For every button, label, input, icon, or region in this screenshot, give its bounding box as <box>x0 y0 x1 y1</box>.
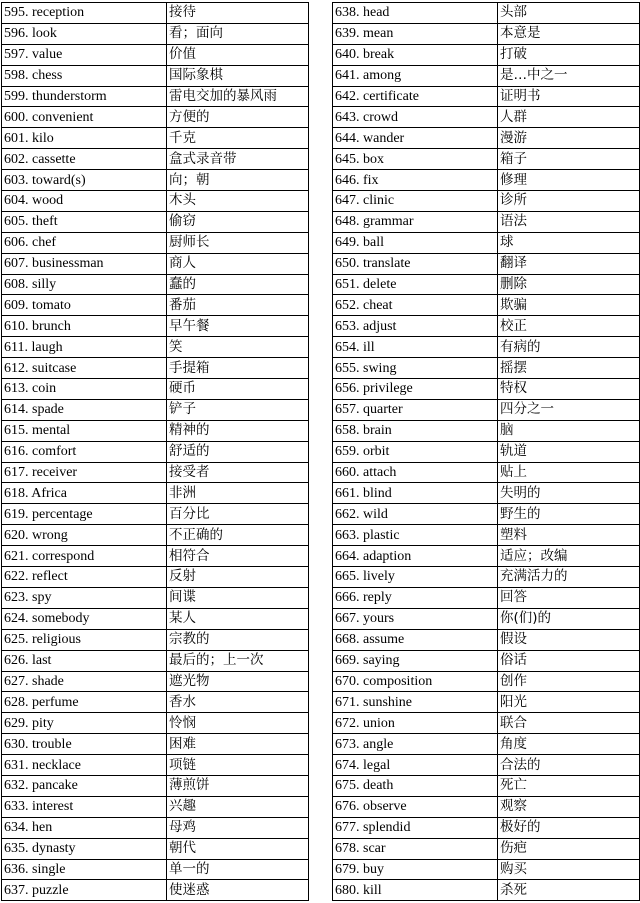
vocab-row <box>2 420 309 441</box>
english-term: 659. orbit <box>333 441 498 462</box>
english-term: 612. suitcase <box>2 358 167 379</box>
vocab-row <box>333 755 640 776</box>
chinese-meaning: 笑 <box>167 337 309 358</box>
chinese-meaning: 看；面向 <box>167 23 309 44</box>
chinese-meaning: 香水 <box>167 692 309 713</box>
vocab-row <box>333 441 640 462</box>
english-term: 595. reception <box>2 3 167 24</box>
english-term: 600. convenient <box>2 107 167 128</box>
english-term: 633. interest <box>2 796 167 817</box>
vocab-row <box>2 191 309 212</box>
english-term: 646. fix <box>333 170 498 191</box>
english-term: 665. lively <box>333 567 498 588</box>
english-term: 666. reply <box>333 587 498 608</box>
english-term: 679. buy <box>333 859 498 880</box>
chinese-meaning: 充满活力的 <box>498 567 640 588</box>
chinese-meaning: 贴上 <box>498 462 640 483</box>
vocab-table-left-body <box>2 3 309 901</box>
chinese-meaning: 偷窃 <box>167 211 309 232</box>
vocab-row <box>333 379 640 400</box>
english-term: 610. brunch <box>2 316 167 337</box>
vocab-row <box>333 316 640 337</box>
english-term: 598. chess <box>2 65 167 86</box>
english-term: 643. crowd <box>333 107 498 128</box>
vocab-row <box>333 880 640 901</box>
vocab-row <box>333 629 640 650</box>
vocab-row <box>2 525 309 546</box>
vocab-row <box>2 629 309 650</box>
chinese-meaning: 兴趣 <box>167 796 309 817</box>
english-term: 637. puzzle <box>2 880 167 901</box>
english-term: 621. correspond <box>2 546 167 567</box>
vocab-row <box>333 671 640 692</box>
english-term: 649. ball <box>333 232 498 253</box>
vocab-row <box>2 295 309 316</box>
chinese-meaning: 杀死 <box>498 880 640 901</box>
vocab-row <box>2 796 309 817</box>
vocab-row <box>333 838 640 859</box>
english-term: 673. angle <box>333 734 498 755</box>
vocab-row <box>2 170 309 191</box>
chinese-meaning: 四分之一 <box>498 399 640 420</box>
chinese-meaning: 是…中之一 <box>498 65 640 86</box>
chinese-meaning: 人群 <box>498 107 640 128</box>
vocab-row <box>2 358 309 379</box>
vocab-row <box>2 128 309 149</box>
english-term: 667. yours <box>333 608 498 629</box>
vocab-row <box>2 608 309 629</box>
english-term: 607. businessman <box>2 253 167 274</box>
english-term: 670. composition <box>333 671 498 692</box>
english-term: 642. certificate <box>333 86 498 107</box>
chinese-meaning: 蠢的 <box>167 274 309 295</box>
english-term: 609. tomato <box>2 295 167 316</box>
english-term: 634. hen <box>2 817 167 838</box>
english-term: 618. Africa <box>2 483 167 504</box>
vocab-row <box>333 358 640 379</box>
vocab-row <box>2 880 309 901</box>
english-term: 640. break <box>333 44 498 65</box>
chinese-meaning: 非洲 <box>167 483 309 504</box>
chinese-meaning: 商人 <box>167 253 309 274</box>
chinese-meaning: 阳光 <box>498 692 640 713</box>
chinese-meaning: 薄煎饼 <box>167 775 309 796</box>
vocab-row <box>2 817 309 838</box>
chinese-meaning: 合法的 <box>498 755 640 776</box>
vocab-row <box>2 441 309 462</box>
english-term: 596. look <box>2 23 167 44</box>
english-term: 675. death <box>333 775 498 796</box>
chinese-meaning: 购买 <box>498 859 640 880</box>
chinese-meaning: 摇摆 <box>498 358 640 379</box>
english-term: 644. wander <box>333 128 498 149</box>
chinese-meaning: 修理 <box>498 170 640 191</box>
chinese-meaning: 接受者 <box>167 462 309 483</box>
chinese-meaning: 球 <box>498 232 640 253</box>
chinese-meaning: 极好的 <box>498 817 640 838</box>
english-term: 671. sunshine <box>333 692 498 713</box>
chinese-meaning: 打破 <box>498 44 640 65</box>
english-term: 635. dynasty <box>2 838 167 859</box>
english-term: 650. translate <box>333 253 498 274</box>
chinese-meaning: 脑 <box>498 420 640 441</box>
vocab-row <box>333 23 640 44</box>
english-term: 648. grammar <box>333 211 498 232</box>
chinese-meaning: 使迷惑 <box>167 880 309 901</box>
chinese-meaning: 厨师长 <box>167 232 309 253</box>
english-term: 625. religious <box>2 629 167 650</box>
chinese-meaning: 适应；改编 <box>498 546 640 567</box>
chinese-meaning: 接待 <box>167 3 309 24</box>
vocab-row <box>2 713 309 734</box>
vocab-row <box>2 692 309 713</box>
english-term: 627. shade <box>2 671 167 692</box>
chinese-meaning: 有病的 <box>498 337 640 358</box>
chinese-meaning: 困难 <box>167 734 309 755</box>
english-term: 662. wild <box>333 504 498 525</box>
vocab-row <box>333 399 640 420</box>
chinese-meaning: 方便的 <box>167 107 309 128</box>
chinese-meaning: 国际象棋 <box>167 65 309 86</box>
chinese-meaning: 创作 <box>498 671 640 692</box>
vocab-row <box>2 107 309 128</box>
english-term: 636. single <box>2 859 167 880</box>
chinese-meaning: 百分比 <box>167 504 309 525</box>
english-term: 601. kilo <box>2 128 167 149</box>
english-term: 655. swing <box>333 358 498 379</box>
chinese-meaning: 特权 <box>498 379 640 400</box>
vocab-row <box>2 274 309 295</box>
english-term: 669. saying <box>333 650 498 671</box>
chinese-meaning: 删除 <box>498 274 640 295</box>
english-term: 622. reflect <box>2 567 167 588</box>
chinese-meaning: 遮光物 <box>167 671 309 692</box>
english-term: 663. plastic <box>333 525 498 546</box>
vocab-row <box>2 755 309 776</box>
english-term: 626. last <box>2 650 167 671</box>
vocab-row <box>2 3 309 24</box>
chinese-meaning: 宗教的 <box>167 629 309 650</box>
english-term: 608. silly <box>2 274 167 295</box>
chinese-meaning: 木头 <box>167 191 309 212</box>
chinese-meaning: 千克 <box>167 128 309 149</box>
vocab-row <box>2 734 309 755</box>
english-term: 674. legal <box>333 755 498 776</box>
english-term: 652. cheat <box>333 295 498 316</box>
english-term: 611. laugh <box>2 337 167 358</box>
vocab-table-right <box>332 2 640 901</box>
english-term: 672. union <box>333 713 498 734</box>
vocab-row <box>333 608 640 629</box>
vocab-row <box>333 170 640 191</box>
chinese-meaning: 语法 <box>498 211 640 232</box>
english-term: 615. mental <box>2 420 167 441</box>
vocab-row <box>2 316 309 337</box>
chinese-meaning: 手提箱 <box>167 358 309 379</box>
vocab-row <box>333 817 640 838</box>
chinese-meaning: 死亡 <box>498 775 640 796</box>
vocab-table-right-body <box>333 3 640 901</box>
english-term: 603. toward(s) <box>2 170 167 191</box>
vocab-row <box>333 253 640 274</box>
english-term: 632. pancake <box>2 775 167 796</box>
english-term: 661. blind <box>333 483 498 504</box>
english-term: 605. theft <box>2 211 167 232</box>
english-term: 628. perfume <box>2 692 167 713</box>
chinese-meaning: 向；朝 <box>167 170 309 191</box>
chinese-meaning: 母鸡 <box>167 817 309 838</box>
chinese-meaning: 某人 <box>167 608 309 629</box>
chinese-meaning: 精神的 <box>167 420 309 441</box>
english-term: 651. delete <box>333 274 498 295</box>
english-term: 619. percentage <box>2 504 167 525</box>
english-term: 630. trouble <box>2 734 167 755</box>
vocab-row <box>2 253 309 274</box>
chinese-meaning: 硬币 <box>167 379 309 400</box>
english-term: 656. privilege <box>333 379 498 400</box>
english-term: 658. brain <box>333 420 498 441</box>
chinese-meaning: 相符合 <box>167 546 309 567</box>
vocab-row <box>333 734 640 755</box>
vocab-row <box>333 295 640 316</box>
vocab-row <box>333 692 640 713</box>
chinese-meaning: 项链 <box>167 755 309 776</box>
english-term: 653. adjust <box>333 316 498 337</box>
vocab-row <box>2 462 309 483</box>
vocab-row <box>333 420 640 441</box>
chinese-meaning: 最后的；上一次 <box>167 650 309 671</box>
chinese-meaning: 朝代 <box>167 838 309 859</box>
chinese-meaning: 伤疤 <box>498 838 640 859</box>
vocab-row <box>333 775 640 796</box>
vocab-row <box>2 567 309 588</box>
chinese-meaning: 漫游 <box>498 128 640 149</box>
vocab-row <box>333 859 640 880</box>
english-term: 660. attach <box>333 462 498 483</box>
chinese-meaning: 你(们)的 <box>498 608 640 629</box>
chinese-meaning: 不正确的 <box>167 525 309 546</box>
vocab-row <box>333 462 640 483</box>
english-term: 623. spy <box>2 587 167 608</box>
chinese-meaning: 雷电交加的暴风雨 <box>167 86 309 107</box>
vocab-row <box>2 859 309 880</box>
english-term: 620. wrong <box>2 525 167 546</box>
chinese-meaning: 价值 <box>167 44 309 65</box>
chinese-meaning: 野生的 <box>498 504 640 525</box>
chinese-meaning: 塑料 <box>498 525 640 546</box>
vocab-row <box>2 504 309 525</box>
chinese-meaning: 早午餐 <box>167 316 309 337</box>
chinese-meaning: 盒式录音带 <box>167 149 309 170</box>
vocab-row <box>333 337 640 358</box>
chinese-meaning: 欺骗 <box>498 295 640 316</box>
english-term: 606. chef <box>2 232 167 253</box>
chinese-meaning: 诊所 <box>498 191 640 212</box>
vocab-row <box>333 274 640 295</box>
english-term: 680. kill <box>333 880 498 901</box>
vocab-row <box>333 65 640 86</box>
vocab-row <box>333 3 640 24</box>
english-term: 614. spade <box>2 399 167 420</box>
chinese-meaning: 本意是 <box>498 23 640 44</box>
english-term: 664. adaption <box>333 546 498 567</box>
vocab-row <box>2 86 309 107</box>
english-term: 657. quarter <box>333 399 498 420</box>
english-term: 616. comfort <box>2 441 167 462</box>
vocab-row <box>333 567 640 588</box>
vocab-row <box>2 838 309 859</box>
vocab-row <box>2 546 309 567</box>
vocab-row <box>2 149 309 170</box>
english-term: 641. among <box>333 65 498 86</box>
chinese-meaning: 观察 <box>498 796 640 817</box>
english-term: 668. assume <box>333 629 498 650</box>
english-term: 624. somebody <box>2 608 167 629</box>
vocab-row <box>333 525 640 546</box>
chinese-meaning: 怜悯 <box>167 713 309 734</box>
chinese-meaning: 舒适的 <box>167 441 309 462</box>
vocab-table-left <box>1 2 309 901</box>
vocab-row <box>2 587 309 608</box>
chinese-meaning: 反射 <box>167 567 309 588</box>
vocab-row <box>333 650 640 671</box>
chinese-meaning: 翻译 <box>498 253 640 274</box>
chinese-meaning: 番茄 <box>167 295 309 316</box>
vocab-row <box>333 191 640 212</box>
vocab-row <box>333 483 640 504</box>
vocab-row <box>2 23 309 44</box>
chinese-meaning: 俗话 <box>498 650 640 671</box>
english-term: 647. clinic <box>333 191 498 212</box>
english-term: 629. pity <box>2 713 167 734</box>
vocab-row <box>333 211 640 232</box>
vocab-row <box>333 86 640 107</box>
vocab-row <box>2 671 309 692</box>
vocab-row <box>333 504 640 525</box>
vocab-row <box>2 337 309 358</box>
vocab-row <box>2 44 309 65</box>
chinese-meaning: 间谍 <box>167 587 309 608</box>
vocab-row <box>333 107 640 128</box>
english-term: 638. head <box>333 3 498 24</box>
english-term: 617. receiver <box>2 462 167 483</box>
chinese-meaning: 铲子 <box>167 399 309 420</box>
vocab-row <box>2 232 309 253</box>
chinese-meaning: 校正 <box>498 316 640 337</box>
chinese-meaning: 失明的 <box>498 483 640 504</box>
english-term: 597. value <box>2 44 167 65</box>
vocab-row <box>333 128 640 149</box>
vocab-row <box>333 713 640 734</box>
vocab-row <box>333 149 640 170</box>
vocab-row <box>2 211 309 232</box>
chinese-meaning: 角度 <box>498 734 640 755</box>
english-term: 654. ill <box>333 337 498 358</box>
chinese-meaning: 联合 <box>498 713 640 734</box>
vocab-row <box>2 483 309 504</box>
chinese-meaning: 假设 <box>498 629 640 650</box>
english-term: 604. wood <box>2 191 167 212</box>
english-term: 631. necklace <box>2 755 167 776</box>
english-term: 677. splendid <box>333 817 498 838</box>
chinese-meaning: 单一的 <box>167 859 309 880</box>
chinese-meaning: 轨道 <box>498 441 640 462</box>
english-term: 613. coin <box>2 379 167 400</box>
chinese-meaning: 箱子 <box>498 149 640 170</box>
vocab-row <box>333 44 640 65</box>
english-term: 602. cassette <box>2 149 167 170</box>
vocab-row <box>2 65 309 86</box>
vocab-row <box>2 379 309 400</box>
english-term: 645. box <box>333 149 498 170</box>
vocab-row <box>333 546 640 567</box>
english-term: 639. mean <box>333 23 498 44</box>
vocab-row <box>333 587 640 608</box>
vocab-row <box>333 796 640 817</box>
vocab-row <box>2 775 309 796</box>
vocab-row <box>2 399 309 420</box>
chinese-meaning: 回答 <box>498 587 640 608</box>
vocab-row <box>2 650 309 671</box>
chinese-meaning: 证明书 <box>498 86 640 107</box>
chinese-meaning: 头部 <box>498 3 640 24</box>
english-term: 678. scar <box>333 838 498 859</box>
vocab-row <box>333 232 640 253</box>
english-term: 676. observe <box>333 796 498 817</box>
english-term: 599. thunderstorm <box>2 86 167 107</box>
